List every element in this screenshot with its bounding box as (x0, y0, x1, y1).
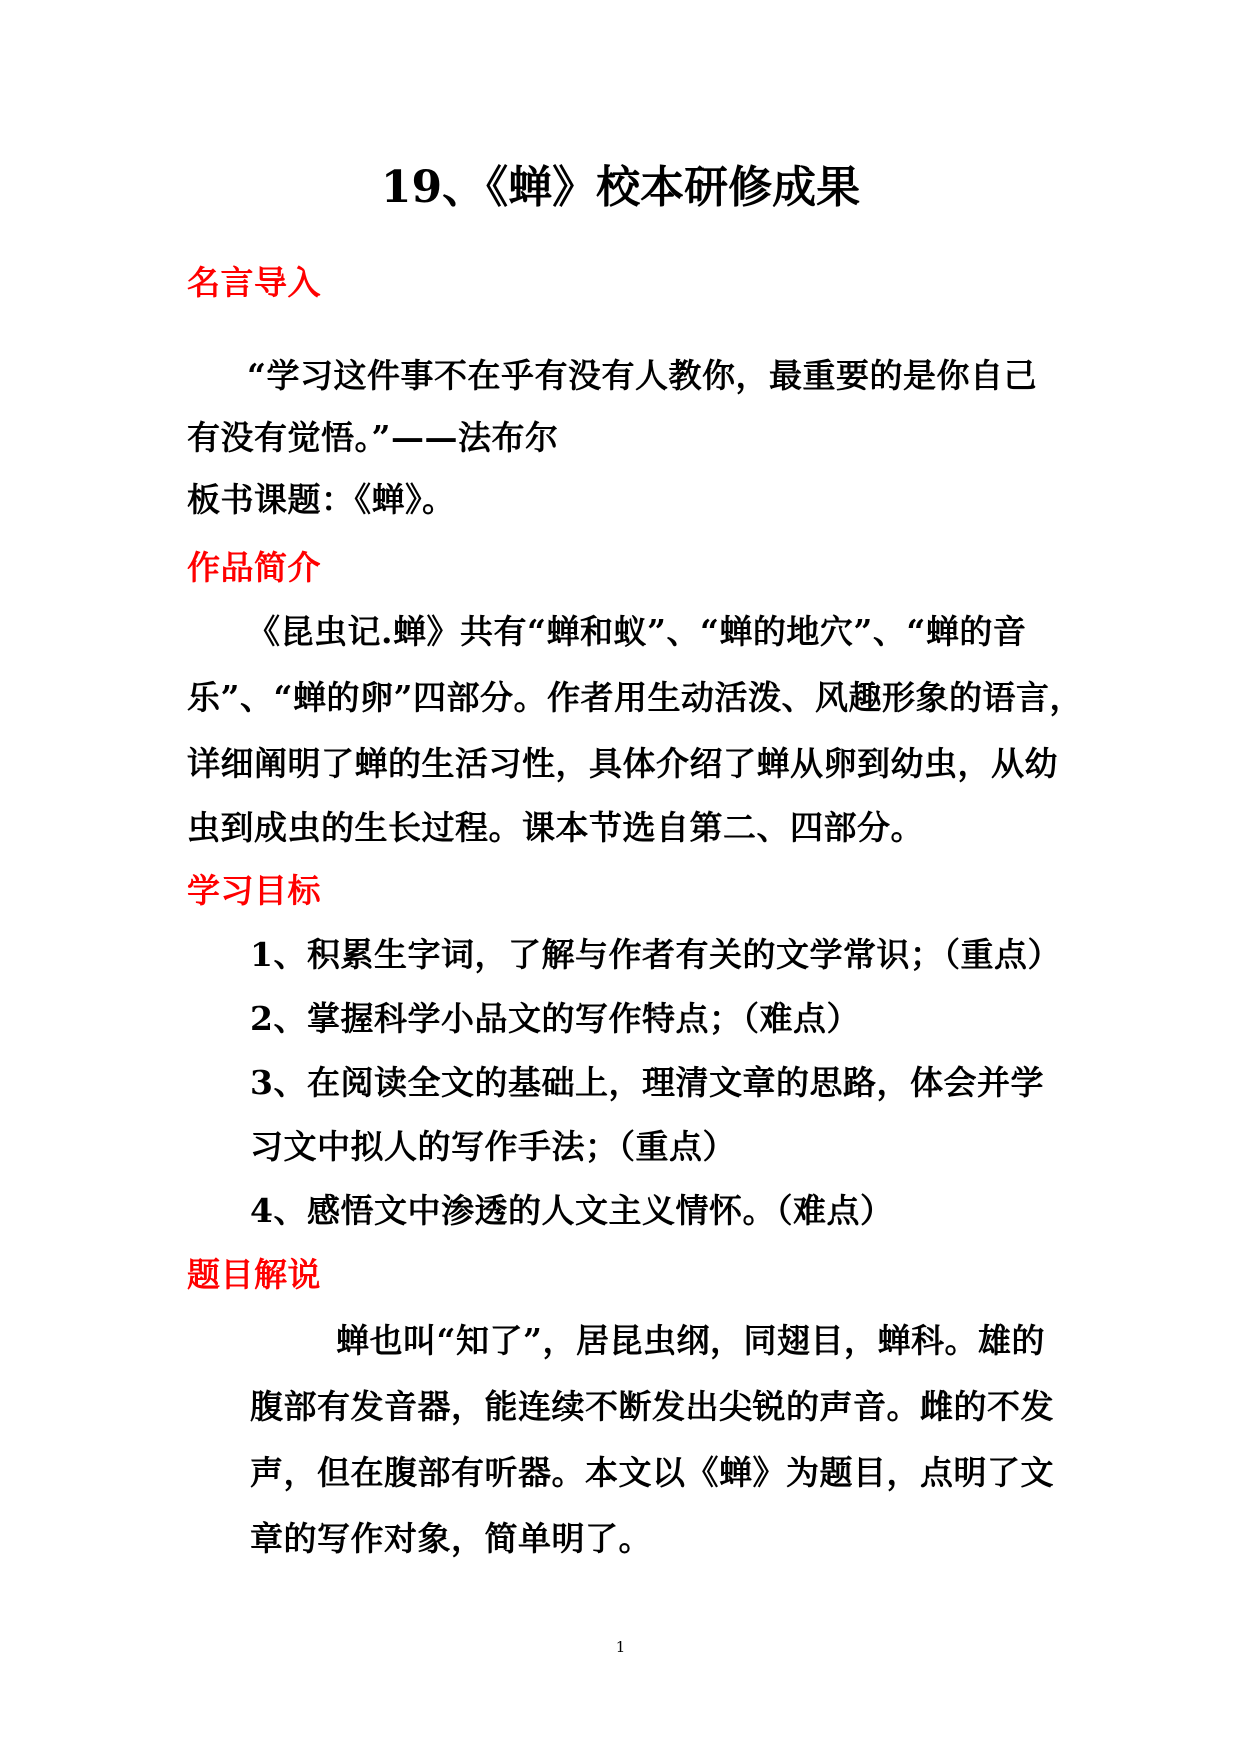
title-explain-line: 声，但在腹部有听器。本文以《蝉》为题目，点明了文 (250, 1453, 1054, 1492)
board-title-line: 板书课题：《蝉》。 (187, 480, 456, 519)
section-heading-intro: 作品简介 (187, 548, 321, 587)
intro-line: 详细阐明了蝉的生活习性，具体介绍了蝉从卵到幼虫，从幼 (187, 744, 1058, 783)
section-heading-title-explain: 题目解说 (187, 1255, 321, 1294)
quote-line: “学习这件事不在乎有没有人教你，最重要的是你自己 (247, 356, 1037, 395)
intro-line: 乐”、“蝉的卵”四部分。作者用生动活泼、风趣形象的语言， (187, 678, 1083, 717)
title-explain-line: 腹部有发音器，能连续不断发出尖锐的声音。雌的不发 (250, 1387, 1054, 1426)
page-number: 1 (615, 1638, 626, 1656)
intro-line: 虫到成虫的生长过程。课本节选自第二、四部分。 (187, 808, 924, 847)
title-explain-line: 章的写作对象，简单明了。 (250, 1519, 652, 1558)
section-heading-goals: 学习目标 (187, 871, 321, 910)
intro-line: 《昆虫记.蝉》共有“蝉和蚁”、“蝉的地穴”、“蝉的音 (247, 612, 1027, 651)
goal-item: 2、掌握科学小品文的写作特点；（难点） (250, 999, 860, 1038)
goal-item: 1、积累生字词，了解与作者有关的文学常识；（重点） (250, 935, 1061, 974)
goal-item: 3、在阅读全文的基础上，理清文章的思路，体会并学 (250, 1063, 1044, 1102)
document-title: 19、《蝉》校本研修成果 (380, 162, 861, 213)
goal-item-continuation: 习文中拟人的写作手法；（重点） (250, 1127, 736, 1166)
goal-item: 4、感悟文中渗透的人文主义情怀。（难点） (250, 1191, 894, 1230)
title-explain-line: 蝉也叫“知了”，居昆虫纲，同翅目，蝉科。雄的 (336, 1321, 1045, 1360)
section-heading-quote: 名言导入 (187, 263, 321, 302)
quote-line: 有没有觉悟。”——法布尔 (187, 418, 559, 457)
